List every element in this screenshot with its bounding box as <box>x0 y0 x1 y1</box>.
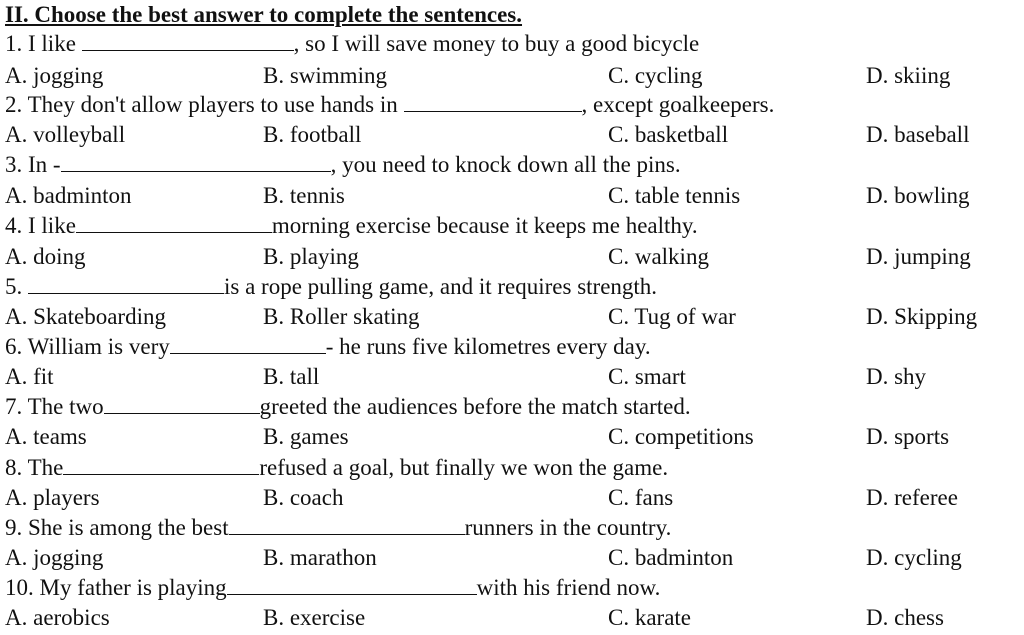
option-d[interactable]: D. chess <box>866 605 944 630</box>
option-c[interactable]: C. competitions <box>608 424 754 449</box>
question-text-before: 3. In - <box>5 152 61 177</box>
answer-blank[interactable] <box>170 335 326 354</box>
question-text-before: 7. The two <box>5 394 104 419</box>
answer-blank[interactable] <box>61 153 331 172</box>
question-4 <box>5 212 698 240</box>
option-c[interactable]: C. basketball <box>608 122 729 147</box>
question-text-after: refused a goal, but finally we won the game. <box>259 455 669 480</box>
answer-blank[interactable] <box>104 395 260 414</box>
option-b[interactable]: B. tall <box>263 364 320 389</box>
question-text-after: with his friend now. <box>476 575 661 600</box>
option-c[interactable]: C. walking <box>608 244 709 269</box>
question-text-after: morning exercise because it keeps me healthy. <box>271 213 698 238</box>
question-1 <box>5 30 699 58</box>
option-b[interactable]: B. Roller skating <box>263 304 420 329</box>
question-text-after: , so I will save money to buy a good bicycle <box>293 31 700 56</box>
question-10 <box>5 574 660 602</box>
question-8 <box>5 454 668 482</box>
option-b[interactable]: B. football <box>263 122 362 147</box>
question-text-before: 5. <box>5 274 28 299</box>
option-d[interactable]: D. sports <box>866 424 950 449</box>
answer-blank[interactable] <box>82 32 294 51</box>
question-text-after: is a rope pulling game, and it requires strength. <box>224 274 658 299</box>
question-text-before: 8. The <box>5 455 64 480</box>
option-a[interactable]: A. jogging <box>5 545 104 570</box>
question-7 <box>5 393 691 421</box>
question-text-before: 10. My father is playing <box>5 575 227 600</box>
option-a[interactable]: A. doing <box>5 244 86 269</box>
option-b[interactable]: B. exercise <box>263 605 366 630</box>
option-c[interactable]: C. table tennis <box>608 183 741 208</box>
option-b[interactable]: B. playing <box>263 244 359 269</box>
option-a[interactable]: A. teams <box>5 424 87 449</box>
question-text-before: 6. William is very <box>5 334 170 359</box>
option-d[interactable]: D. jumping <box>866 244 971 269</box>
question-text-after: , except goalkeepers. <box>581 92 775 117</box>
option-b[interactable]: B. games <box>263 424 349 449</box>
answer-blank[interactable] <box>76 214 272 233</box>
option-c[interactable]: C. badminton <box>608 545 734 570</box>
question-9 <box>5 514 671 542</box>
option-a[interactable]: A. aerobics <box>5 605 110 630</box>
option-c[interactable]: C. Tug of war <box>608 304 736 329</box>
option-d[interactable]: D. shy <box>866 364 927 389</box>
section-title: II. Choose the best answer to complete the sentences. <box>5 2 523 27</box>
option-b[interactable]: B. coach <box>263 485 344 510</box>
option-a[interactable]: A. Skateboarding <box>5 304 166 329</box>
option-d[interactable]: D. Skipping <box>866 304 978 329</box>
answer-blank[interactable] <box>229 516 465 535</box>
answer-blank[interactable] <box>28 275 224 294</box>
question-3 <box>5 151 681 179</box>
option-b[interactable]: B. marathon <box>263 545 377 570</box>
question-text-after: , you need to knock down all the pins. <box>330 152 681 177</box>
question-text-after: runners in the country. <box>464 515 672 540</box>
answer-blank[interactable] <box>404 93 582 112</box>
question-text-after: greeted the audiences before the match started. <box>259 394 691 419</box>
option-c[interactable]: C. cycling <box>608 63 703 88</box>
question-6 <box>5 333 651 361</box>
option-a[interactable]: A. volleyball <box>5 122 126 147</box>
answer-blank[interactable] <box>63 456 259 475</box>
option-d[interactable]: D. baseball <box>866 122 970 147</box>
question-2 <box>5 91 774 119</box>
question-5 <box>5 273 657 301</box>
option-b[interactable]: B. swimming <box>263 63 387 88</box>
question-text-before: 2. They don't allow players to use hands in <box>5 92 404 117</box>
option-b[interactable]: B. tennis <box>263 183 345 208</box>
option-a[interactable]: A. players <box>5 485 100 510</box>
question-text-before: 9. She is among the best <box>5 515 229 540</box>
option-d[interactable]: D. bowling <box>866 183 970 208</box>
option-d[interactable]: D. referee <box>866 485 958 510</box>
question-text-before: 1. I like <box>5 31 82 56</box>
option-d[interactable]: D. cycling <box>866 545 962 570</box>
question-text-before: 4. I like <box>5 213 76 238</box>
answer-blank[interactable] <box>227 576 477 595</box>
option-c[interactable]: C. karate <box>608 605 692 630</box>
question-text-after: - he runs five kilometres every day. <box>325 334 651 359</box>
option-a[interactable]: A. jogging <box>5 63 104 88</box>
option-a[interactable]: A. badminton <box>5 183 132 208</box>
option-c[interactable]: C. smart <box>608 364 686 389</box>
option-c[interactable]: C. fans <box>608 485 674 510</box>
option-d[interactable]: D. skiing <box>866 63 951 88</box>
option-a[interactable]: A. fit <box>5 364 54 389</box>
